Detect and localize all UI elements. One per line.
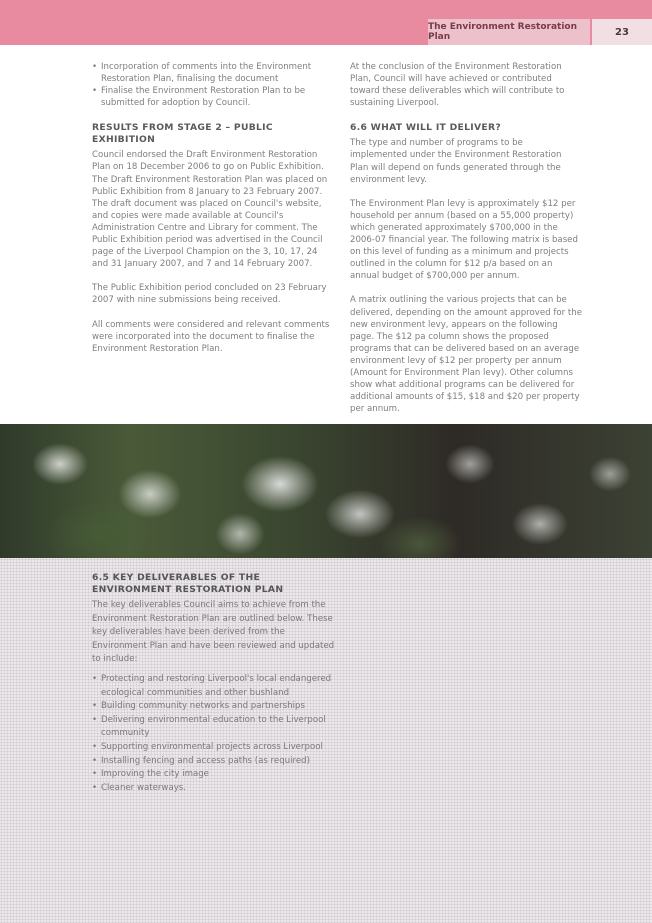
list-item: • Building community networks and partnerships [92,700,342,714]
paragraph: The Environment Plan levy is approximately $12 per household per annum (based on a 55,000 property) which generated approximately $700,000 in the 2006-07 financial year. The following matrix is based on this level of funding as a minimum and projects outlined in the column for $12 p/a based on an annual budget of $700,000 per annum. [350,198,578,282]
section-heading-deliverables: 6.5 KEY DELIVERABLES OF THE ENVIRONMENT RESTORATION PLAN [92,572,284,595]
page-header [0,0,652,45]
list-item: • Improving the city image [92,768,342,782]
section-heading-deliver: 6.6 WHAT WILL IT DELIVER? [350,122,501,134]
paragraph: A matrix outlining the various projects that can be delivered, depending on the amount approved for the new environment levy, appears on the following page. The $12 pa column shows the proposed programs that can be delivered based on an average environment levy of $12 per property per annum (Amount for Environment Plan levy). Other columns show what additional programs can be delivered for additional amounts of $15, $18 and $20 per property per annum. [350,295,582,415]
list-item: • Incorporation of comments into the Environment Restoration Plan, finalising the document [92,61,336,85]
flower-photo [0,424,652,558]
paragraph: Council endorsed the Draft Environment Restoration Plan on 18 December 2006 to go on Public Exhibition. The Draft Environment Restoration Plan was placed on Public Exhibition from 8 January to 23 February 2007. The draft document was placed on Council's website, and copies were made available at Council's Administration Centre and Library for comment. The Public Exhibition period was advertised in the Council page of the Liverpool Champion on the 3, 10, 17, 24 and 31 January 2007, and 7 and 14 February 2007. [92,150,328,270]
list-item: • Protecting and restoring Liverpool's local endangered ecological communities and other bushland [92,673,342,700]
deliverables-column [92,572,342,795]
list-item: • Installing fencing and access paths (as required) [92,755,342,769]
paragraph: The type and number of programs to be implemented under the Environment Restoration Plan will depend on funds generated through the environment levy. [350,138,562,185]
list-item: • Finalise the Environment Restoration Plan to be submitted for adoption by Council. [92,85,336,109]
paragraph: At the conclusion of the Environment Restoration Plan, Council will have achieved or contributed toward these deliverables which will contribute to sustaining Liverpool. [350,62,565,109]
list-item: • Delivering environmental education to the Liverpool community [92,714,342,741]
right-column [350,61,582,427]
document-title: The Environment Restoration Plan [428,19,590,45]
section-heading-stage2: RESULTS FROM STAGE 2 – PUBLIC EXHIBITION [92,122,273,146]
list-item: • Cleaner waterways. [92,782,342,796]
paragraph: All comments were considered and relevant comments were incorporated into the document to finalise the Environment Restoration Plan. [92,319,330,354]
list-item: • Supporting environmental projects across Liverpool [92,741,342,755]
page-number: 23 [592,19,652,45]
deliverables-list [92,673,342,795]
paragraph: The key deliverables Council aims to achieve from the Environment Restoration Plan are outlined below. These key deliverables have been derived from the Environment Plan and have been reviewed and updated to include: [92,600,335,665]
left-column [92,61,336,367]
paragraph: The Public Exhibition period concluded on 23 February 2007 with nine submissions being received. [92,283,327,306]
stage-bullets [92,61,336,109]
